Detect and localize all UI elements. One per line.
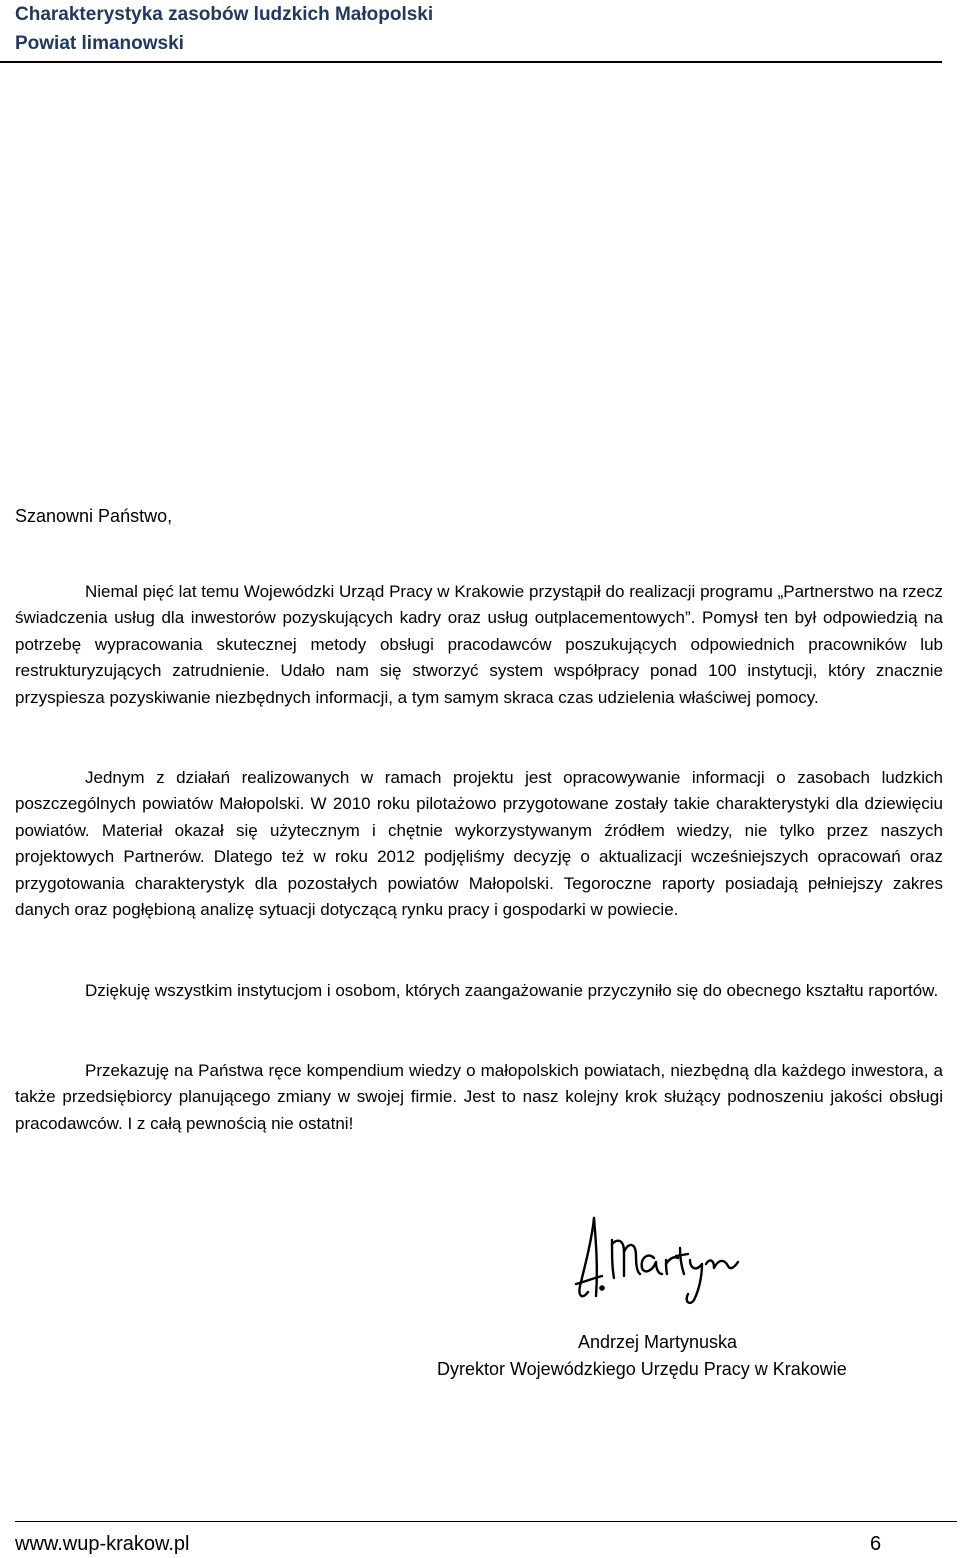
header-title: Charakterystyka zasobów ludzkich Małopolski	[15, 4, 434, 25]
letter-paragraph: Jednym z działań realizowanych w ramach projektu jest opracowywanie informacji o zasobach ludzkich poszczególnych powiatów Małopolski. W 2010 roku pilotażowo przygotowane zostały takie charakterystyki dla dziewięciu powiatów. Materiał okazał się użytecznym i chętnie wykorzystywanym źródłem wiedzy, nie tylko przez naszych projektowych Partnerów. Dlatego też w roku 2012 podjęliśmy decyzję o aktualizacji wcześniejszych opracowań oraz przygotowania charakterystyk dla pozostałych powiatów Małopolski. Tegoroczne raporty posiadają pełniejszy zakres danych oraz pogłębioną analizę sytuacji dotyczącą rynku pracy i gospodarki w powiecie.	[15, 768, 943, 920]
letter-paragraph: Niemal pięć lat temu Wojewódzki Urząd Pracy w Krakowie przystąpił do realizacji programu „Partnerstwo na rzecz świadczenia usług dla inwestorów pozyskujących kadry oraz usług outplacementowych”. Pomysł ten był odpowiedzią na potrzebę wypracowania skutecznej metody obsługi pracodawców poszukujących odpowiednich pracowników lub restrukturyzujących zatrudnienie. Udało nam się stworzyć system współpracy ponad 100 instytucji, który znacznie przyspiesza pozyskiwanie niezbędnych informacji, a tym samym skraca czas udzielenia właściwej pomocy.	[15, 582, 943, 707]
handwritten-signature	[572, 1212, 742, 1308]
signer-title: Dyrektor Wojewódzkiego Urzędu Pracy w Krakowie	[437, 1359, 847, 1379]
footer-url: www.wup-krakow.pl	[15, 1533, 190, 1555]
letter-paragraph: Dziękuję wszystkim instytucjom i osobom, których zaangażowanie przyczyniło się do obecnego kształtu raportów.	[85, 981, 939, 1000]
header-divider	[0, 61, 942, 63]
signer-name: Andrzej Martynuska	[578, 1332, 738, 1352]
letter-paragraph: Przekazuję na Państwa ręce kompendium wiedzy o małopolskich powiatach, niezbędną dla każdego inwestora, a także przedsiębiorcy planującego zmiany w swojej firmie. Jest to nasz kolejny krok służący podnoszeniu jakości obsługi pracodawców. I z całą pewnością nie ostatni!	[15, 1061, 943, 1133]
page-header	[15, 0, 955, 58]
footer-divider	[15, 1521, 957, 1522]
header-subtitle: Powiat limanowski	[15, 33, 184, 54]
letter-greeting: Szanowni Państwo,	[15, 506, 173, 526]
page-number: 6	[870, 1533, 882, 1555]
